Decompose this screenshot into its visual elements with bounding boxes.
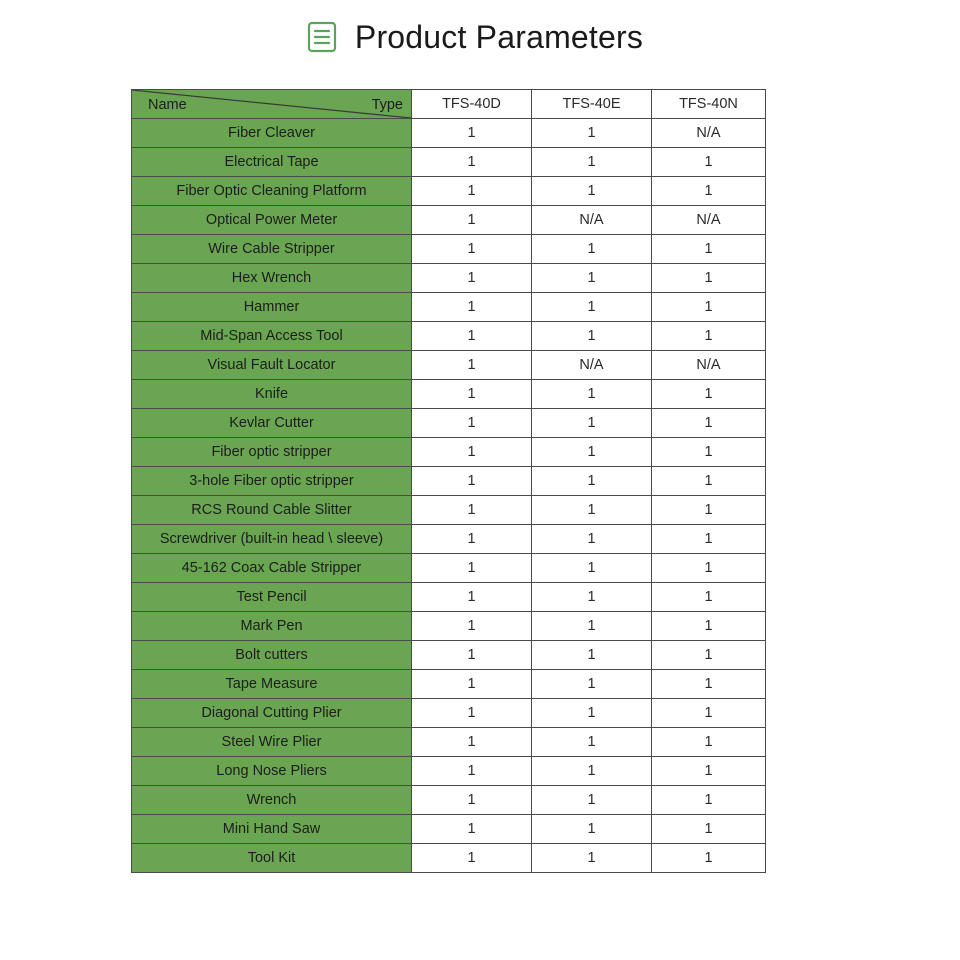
quantity-cell: 1 [532, 235, 652, 264]
table-row [132, 496, 766, 525]
quantity-cell: 1 [412, 438, 532, 467]
quantity-cell: 1 [532, 496, 652, 525]
table-row [132, 235, 766, 264]
quantity-cell: 1 [412, 583, 532, 612]
item-name-cell: Hex Wrench [132, 264, 412, 293]
quantity-cell: 1 [652, 438, 766, 467]
quantity-cell: 1 [412, 235, 532, 264]
item-name-cell: Wrench [132, 786, 412, 815]
quantity-cell: 1 [652, 728, 766, 757]
table-row [132, 148, 766, 177]
quantity-cell: 1 [412, 177, 532, 206]
table-row [132, 119, 766, 148]
quantity-cell: 1 [652, 380, 766, 409]
quantity-cell: 1 [532, 264, 652, 293]
item-name-cell: Optical Power Meter [132, 206, 412, 235]
item-name-cell: Bolt cutters [132, 641, 412, 670]
quantity-cell: 1 [412, 467, 532, 496]
table-row [132, 670, 766, 699]
quantity-cell: 1 [412, 844, 532, 873]
table-row [132, 322, 766, 351]
quantity-cell: 1 [412, 786, 532, 815]
item-name-cell: Test Pencil [132, 583, 412, 612]
corner-header-cell [132, 90, 412, 119]
column-header-tfs-40n: TFS-40N [652, 90, 766, 119]
table-row [132, 351, 766, 380]
item-name-cell: Steel Wire Plier [132, 728, 412, 757]
table-row [132, 612, 766, 641]
table-row [132, 206, 766, 235]
table-row [132, 467, 766, 496]
table-row [132, 583, 766, 612]
table-row [132, 641, 766, 670]
table-row [132, 699, 766, 728]
quantity-cell: 1 [412, 728, 532, 757]
document-list-icon [307, 21, 337, 53]
table-row [132, 554, 766, 583]
quantity-cell: 1 [652, 409, 766, 438]
quantity-cell: 1 [412, 641, 532, 670]
quantity-cell: 1 [532, 554, 652, 583]
quantity-cell: 1 [412, 206, 532, 235]
table-row [132, 786, 766, 815]
quantity-cell: 1 [652, 612, 766, 641]
quantity-cell: 1 [652, 235, 766, 264]
item-name-cell: Visual Fault Locator [132, 351, 412, 380]
quantity-cell: 1 [412, 525, 532, 554]
quantity-cell: 1 [532, 612, 652, 641]
table-header-row [132, 90, 766, 119]
quantity-cell: 1 [412, 380, 532, 409]
quantity-cell: N/A [652, 351, 766, 380]
quantity-cell: N/A [652, 206, 766, 235]
table-row [132, 380, 766, 409]
quantity-cell: 1 [652, 496, 766, 525]
quantity-cell: 1 [532, 438, 652, 467]
item-name-cell: Diagonal Cutting Plier [132, 699, 412, 728]
corner-name-label: Name [148, 97, 187, 113]
table-row [132, 844, 766, 873]
quantity-cell: 1 [532, 409, 652, 438]
item-name-cell: Screwdriver (built-in head \ sleeve) [132, 525, 412, 554]
quantity-cell: 1 [652, 264, 766, 293]
quantity-cell: 1 [652, 467, 766, 496]
quantity-cell: 1 [652, 177, 766, 206]
quantity-cell: 1 [412, 815, 532, 844]
item-name-cell: Electrical Tape [132, 148, 412, 177]
quantity-cell: 1 [652, 844, 766, 873]
item-name-cell: Fiber Optic Cleaning Platform [132, 177, 412, 206]
quantity-cell: 1 [412, 148, 532, 177]
quantity-cell: 1 [412, 496, 532, 525]
item-name-cell: Mini Hand Saw [132, 815, 412, 844]
quantity-cell: 1 [532, 583, 652, 612]
quantity-cell: 1 [532, 119, 652, 148]
quantity-cell: 1 [652, 583, 766, 612]
quantity-cell: 1 [532, 844, 652, 873]
column-header-tfs-40e: TFS-40E [532, 90, 652, 119]
item-name-cell: Mark Pen [132, 612, 412, 641]
quantity-cell: 1 [532, 525, 652, 554]
item-name-cell: Tape Measure [132, 670, 412, 699]
quantity-cell: 1 [652, 815, 766, 844]
quantity-cell: 1 [412, 119, 532, 148]
quantity-cell: 1 [532, 786, 652, 815]
item-name-cell: Hammer [132, 293, 412, 322]
table-body [132, 119, 766, 873]
quantity-cell: 1 [532, 148, 652, 177]
quantity-cell: 1 [532, 467, 652, 496]
quantity-cell: 1 [532, 293, 652, 322]
quantity-cell: 1 [652, 525, 766, 554]
quantity-cell: 1 [532, 380, 652, 409]
quantity-cell: 1 [652, 699, 766, 728]
quantity-cell: 1 [412, 554, 532, 583]
item-name-cell: 45-162 Coax Cable Stripper [132, 554, 412, 583]
quantity-cell: 1 [652, 670, 766, 699]
quantity-cell: 1 [532, 757, 652, 786]
quantity-cell: 1 [532, 728, 652, 757]
table-row [132, 409, 766, 438]
quantity-cell: 1 [412, 409, 532, 438]
table-row [132, 438, 766, 467]
quantity-cell: 1 [532, 670, 652, 699]
table-row [132, 525, 766, 554]
item-name-cell: Knife [132, 380, 412, 409]
quantity-cell: 1 [652, 554, 766, 583]
item-name-cell: Mid-Span Access Tool [132, 322, 412, 351]
table-row [132, 757, 766, 786]
quantity-cell: 1 [532, 815, 652, 844]
quantity-cell: 1 [412, 322, 532, 351]
quantity-cell: 1 [412, 264, 532, 293]
product-parameters-table [131, 89, 766, 873]
item-name-cell: Fiber Cleaver [132, 119, 412, 148]
item-name-cell: Wire Cable Stripper [132, 235, 412, 264]
quantity-cell: 1 [412, 699, 532, 728]
table-row [132, 815, 766, 844]
table-row [132, 728, 766, 757]
page-header [0, 14, 960, 60]
item-name-cell: Long Nose Pliers [132, 757, 412, 786]
item-name-cell: Kevlar Cutter [132, 409, 412, 438]
quantity-cell: 1 [532, 641, 652, 670]
quantity-cell: 1 [532, 699, 652, 728]
item-name-cell: 3-hole Fiber optic stripper [132, 467, 412, 496]
quantity-cell: 1 [412, 351, 532, 380]
quantity-cell: 1 [412, 757, 532, 786]
table-row [132, 177, 766, 206]
quantity-cell: 1 [652, 322, 766, 351]
quantity-cell: 1 [412, 612, 532, 641]
quantity-cell: 1 [412, 293, 532, 322]
quantity-cell: N/A [532, 206, 652, 235]
quantity-cell: 1 [652, 148, 766, 177]
table-row [132, 264, 766, 293]
table-row [132, 293, 766, 322]
item-name-cell: RCS Round Cable Slitter [132, 496, 412, 525]
quantity-cell: 1 [652, 641, 766, 670]
quantity-cell: 1 [532, 322, 652, 351]
quantity-cell: 1 [412, 670, 532, 699]
column-header-tfs-40d: TFS-40D [412, 90, 532, 119]
item-name-cell: Fiber optic stripper [132, 438, 412, 467]
quantity-cell: 1 [532, 177, 652, 206]
item-name-cell: Tool Kit [132, 844, 412, 873]
quantity-cell: N/A [532, 351, 652, 380]
quantity-cell: N/A [652, 119, 766, 148]
corner-type-label: Type [371, 97, 403, 113]
page-title: Product Parameters [354, 18, 644, 55]
quantity-cell: 1 [652, 293, 766, 322]
quantity-cell: 1 [652, 757, 766, 786]
quantity-cell: 1 [652, 786, 766, 815]
